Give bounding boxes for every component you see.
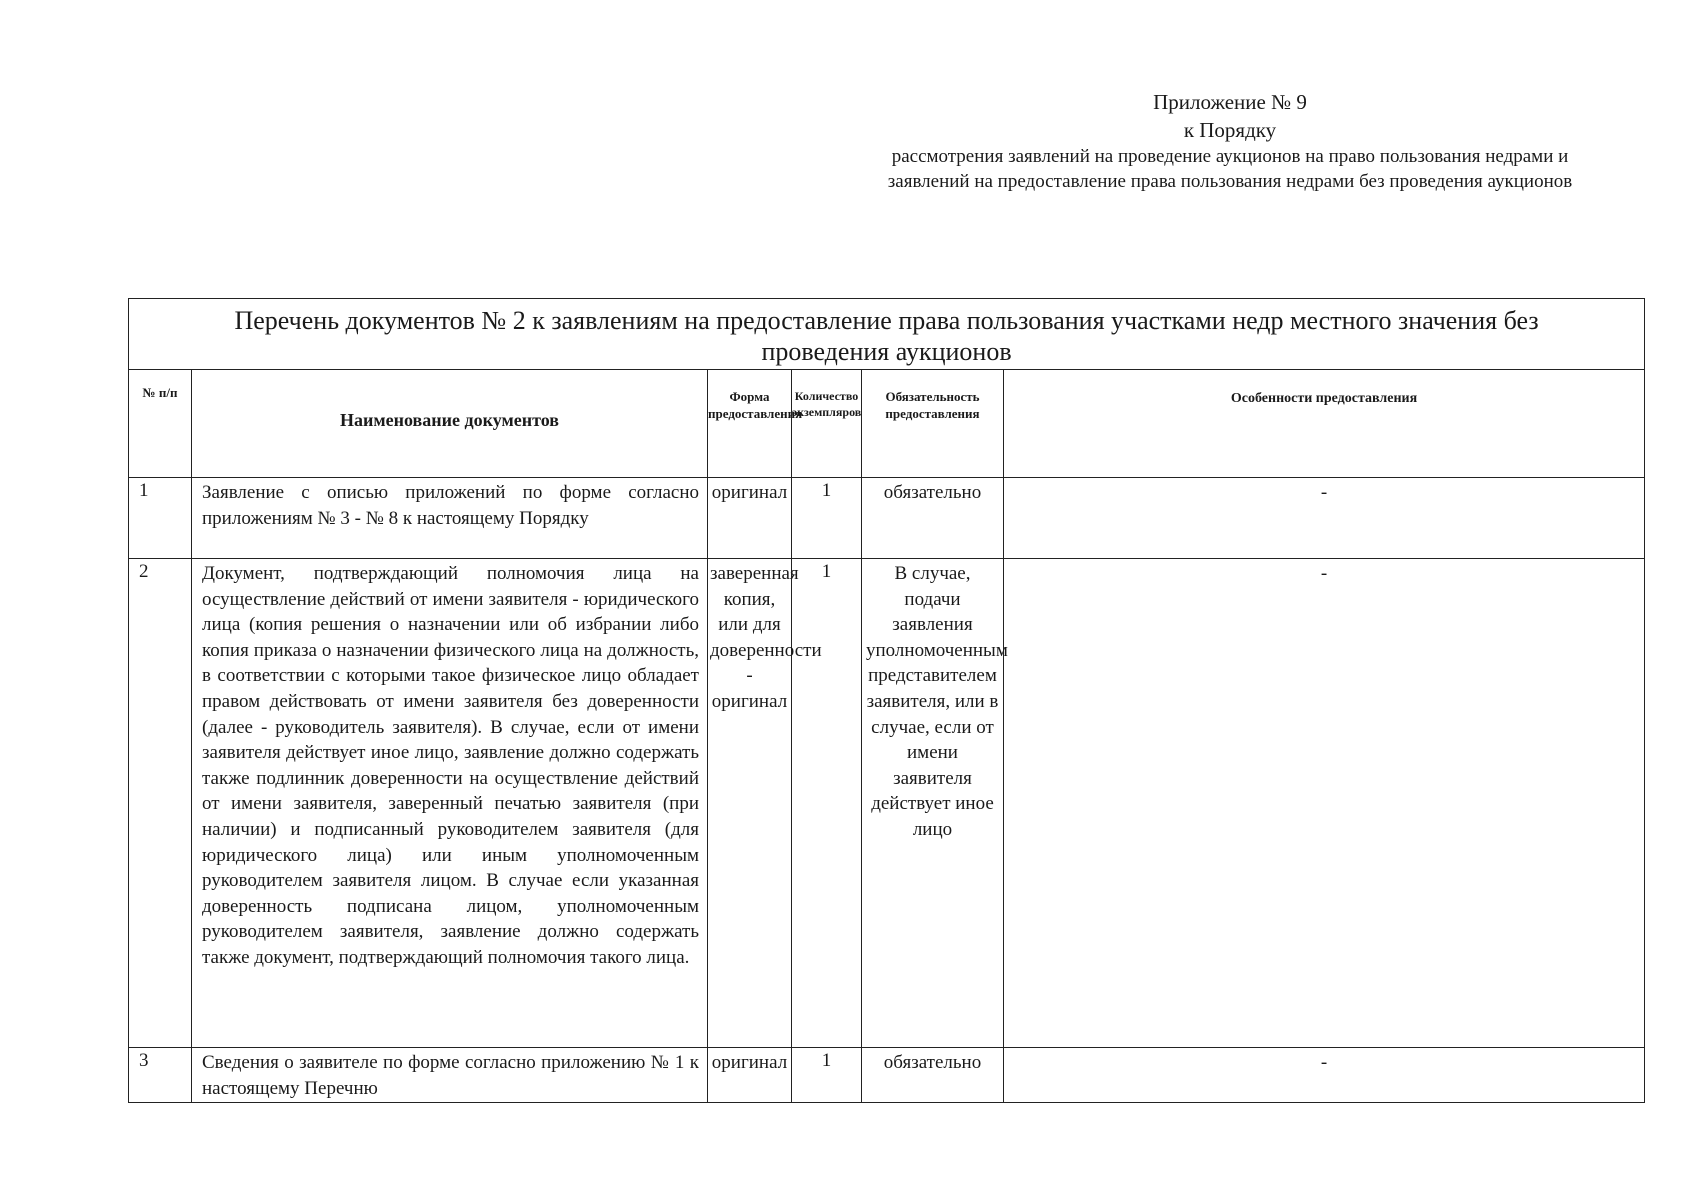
row-number: 1: [129, 478, 192, 559]
table-header-row: [129, 370, 1645, 478]
header-notes: Особенности предоставления: [1004, 370, 1645, 478]
appendix-order-ref: к Порядку: [1183, 118, 1277, 142]
row-form: заверенная копия, или для доверенности - оригинал: [708, 559, 792, 1048]
row-document-name: Заявление с описью приложений по форме согласно приложениям № 3 - № 8 к настоящему Порядку: [192, 478, 708, 559]
appendix-order-title-1: рассмотрения заявлений на проведение аукционов на право пользования недрами и: [891, 146, 1569, 167]
row-notes: -: [1004, 478, 1645, 559]
row-number: 2: [129, 559, 192, 1048]
row-notes: -: [1004, 559, 1645, 1048]
header-qty: Количество экземпляров: [792, 370, 862, 478]
row-notes: -: [1004, 1048, 1645, 1103]
appendix-number: Приложение № 9: [1153, 90, 1307, 114]
row-required: В случае, подачи заявления уполномоченным представителем заявителя, или в случае, если от имени заявителя действует иное лицо: [862, 559, 1004, 1048]
row-form: оригинал: [708, 478, 792, 559]
header-num: № п/п: [129, 370, 192, 478]
row-quantity: 1: [792, 559, 862, 1048]
header-name: Наименование документов: [192, 370, 708, 478]
table-row: [129, 1048, 1645, 1103]
row-document-name: Документ, подтверждающий полномочия лица на осуществление действий от имени заявителя - юридического лица (копия решения о назначении или об избрании либо копия приказа о назначении физического лица на должность, в соответствии с которыми такое физическое лицо обладает правом действовать от имени заявителя без доверенности (далее - руководитель заявителя). В случае, если от имени заявителя действует иное лицо, заявление должно содержать также подлинник доверенности на осуществление действий от имени заявителя, заверенный печатью заявителя (при наличии) и подписанный руководителем заявителя (для юридического лица) или иным уполномоченным руководителем заявителя лицом. В случае если указанная доверенность подписана лицом, уполномоченным руководителем заявителя, заявление должно содержать также документ, подтверждающий полномочия такого лица.: [192, 559, 708, 1048]
row-required: обязательно: [862, 478, 1004, 559]
table-row: [129, 559, 1645, 1048]
row-quantity: 1: [792, 478, 862, 559]
header-form: Форма предоставления: [708, 370, 792, 478]
appendix-order-title-2: заявлений на предоставление права пользования недрами без проведения аукционов: [887, 171, 1573, 192]
row-number: 3: [129, 1048, 192, 1103]
header-required: Обязательность предоставления: [862, 370, 1004, 478]
row-document-name: Сведения о заявителе по форме согласно приложению № 1 к настоящему Перечню: [192, 1048, 708, 1103]
table-row: [129, 478, 1645, 559]
table-title: Перечень документов № 2 к заявлениям на предоставление права пользования участками недр местного значения без проведения аукционов: [129, 299, 1645, 370]
documents-table: [128, 298, 1645, 1103]
row-required: обязательно: [862, 1048, 1004, 1103]
appendix-header: [780, 88, 1680, 194]
row-form: оригинал: [708, 1048, 792, 1103]
row-quantity: 1: [792, 1048, 862, 1103]
